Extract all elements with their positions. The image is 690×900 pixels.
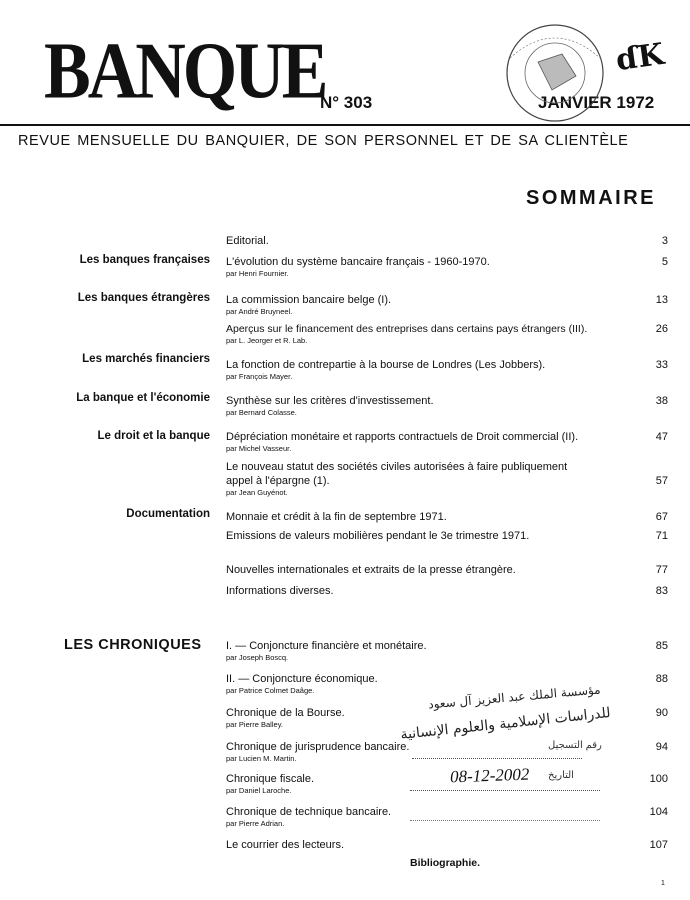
chronique-entry[interactable] xyxy=(226,772,668,796)
entry-author: par L. Jeorger et R. Lab. xyxy=(226,336,308,345)
entry-title: L'évolution du système bancaire français - 1960-1970. xyxy=(226,256,490,268)
entry-title: Nouvelles internationales et extraits de la presse étrangère. xyxy=(226,564,516,576)
date-label: التاريخ xyxy=(548,770,574,781)
entry-author: par Henri Fournier. xyxy=(226,269,289,278)
toc-entry[interactable] xyxy=(226,510,668,524)
entry-author: par Bernard Colasse. xyxy=(226,408,297,417)
toc-entry[interactable] xyxy=(226,563,668,577)
entry-title: La fonction de contrepartie à la bourse de Londres (Les Jobbers). xyxy=(226,359,546,371)
entry-author: par André Bruyneel. xyxy=(226,307,293,316)
entry-title: Editorial. xyxy=(226,235,269,247)
entry-page: 3 xyxy=(661,235,668,247)
entry-page: 104 xyxy=(649,806,668,818)
entry-author: par François Mayer. xyxy=(226,372,293,381)
toc-entry[interactable] xyxy=(226,529,668,543)
entry-page: 90 xyxy=(655,707,668,719)
entry-page: 26 xyxy=(655,323,668,335)
entry-author: par Pierre Balley. xyxy=(226,720,283,729)
issue-date: JANVIER 1972 xyxy=(538,93,655,112)
entry-page: 94 xyxy=(655,741,668,753)
entry-page: 5 xyxy=(661,256,668,268)
entry-title: Synthèse sur les critères d'investissement. xyxy=(226,395,434,407)
section-label: Les marchés financiers xyxy=(82,353,210,365)
entry-title: Chronique de la Bourse. xyxy=(226,707,345,719)
entry-title: Chronique de jurisprudence bancaire. xyxy=(226,741,410,753)
handwritten-note-1: مؤسسة الملك عبد العزيز آل سعود xyxy=(427,682,602,712)
entry-title: Aperçus sur le financement des entreprises dans certains pays étrangers (III). xyxy=(226,323,588,335)
chronique-entry[interactable] xyxy=(226,672,668,696)
section-label: La banque et l'économie xyxy=(76,392,210,404)
entry-page: 13 xyxy=(655,294,668,306)
entry-page: 77 xyxy=(655,564,668,576)
entry-title: Le nouveau statut des sociétés civiles autorisées à faire publiquement appel à l'épargne (1). xyxy=(226,461,568,487)
entry-author: par Michel Vasseur. xyxy=(226,444,292,453)
chronique-entry[interactable] xyxy=(226,838,668,852)
entry-title: Emissions de valeurs mobilières pendant le 3e trimestre 1971. xyxy=(226,530,530,542)
dotted-line xyxy=(410,820,600,821)
entry-title: Chronique de technique bancaire. xyxy=(226,806,392,818)
entry-title: Chronique fiscale. xyxy=(226,773,315,785)
entry-title: II. — Conjoncture économique. xyxy=(226,673,378,685)
issue-number: N° 303 xyxy=(320,93,373,112)
entry-page: 47 xyxy=(655,431,668,443)
chroniques-heading: LES CHRONIQUES xyxy=(64,637,202,653)
chronique-entry[interactable] xyxy=(226,805,668,829)
registration-label: رقم التسجيل xyxy=(548,740,602,751)
entry-title: Informations diverses. xyxy=(226,585,334,597)
masthead-title: BANQUE xyxy=(44,27,326,116)
handwritten-note-2: للدراسات الإسلامية والعلوم الإنسانية xyxy=(399,705,612,743)
handwritten-date: 08-12-2002 xyxy=(449,764,530,787)
entry-page: 88 xyxy=(655,673,668,685)
entry-author: par Joseph Boscq. xyxy=(226,653,289,662)
entry-page: 83 xyxy=(655,585,668,597)
entry-author: par Patrice Colmet Daâge. xyxy=(226,686,315,695)
bibliographie: Bibliographie. xyxy=(410,857,481,869)
toc-entry[interactable] xyxy=(226,322,668,346)
entry-author: par Daniel Laroche. xyxy=(226,786,292,795)
entry-page: 67 xyxy=(655,511,668,523)
entry-author: par Lucien M. Martin. xyxy=(226,754,297,763)
toc-entry[interactable] xyxy=(226,460,668,498)
toc-entry[interactable] xyxy=(226,293,668,317)
entry-page: 33 xyxy=(655,359,668,371)
toc-entry[interactable] xyxy=(226,430,668,454)
toc-entry[interactable] xyxy=(226,358,668,382)
toc-entry[interactable] xyxy=(226,255,668,279)
entry-author: par Pierre Adrian. xyxy=(226,819,285,828)
toc-entry[interactable] xyxy=(226,394,668,418)
entry-title: Le courrier des lecteurs. xyxy=(226,839,344,851)
entry-page: 100 xyxy=(649,773,668,785)
chronique-entry[interactable] xyxy=(226,639,668,663)
page-number: 1 xyxy=(661,880,665,887)
entry-page: 57 xyxy=(655,475,668,487)
entry-title: Monnaie et crédit à la fin de septembre 1971. xyxy=(226,511,447,523)
registration-line xyxy=(412,758,582,759)
toc-entry[interactable] xyxy=(226,234,668,248)
entry-page: 38 xyxy=(655,395,668,407)
entry-page: 107 xyxy=(649,839,668,851)
section-label: Les banques étrangères xyxy=(77,292,210,304)
sommaire-heading: SOMMAIRE xyxy=(526,187,656,209)
entry-author: par Jean Guyénot. xyxy=(226,488,288,497)
logo-mark: ɗK xyxy=(613,36,667,79)
subtitle: REVUE MENSUELLE DU BANQUIER, DE SON PERSONNEL ET DE SA CLIENTÈLE xyxy=(18,133,629,149)
library-stamp xyxy=(490,18,620,128)
section-label: Documentation xyxy=(126,508,210,520)
entry-title: Dépréciation monétaire et rapports contractuels de Droit commercial (II). xyxy=(226,431,579,443)
entry-page: 71 xyxy=(655,530,668,542)
entry-title: La commission bancaire belge (I). xyxy=(226,294,392,306)
section-label: Le droit et la banque xyxy=(97,430,210,442)
toc-entry[interactable] xyxy=(226,584,668,598)
entry-page: 85 xyxy=(655,640,668,652)
entry-title: I. — Conjoncture financière et monétaire. xyxy=(226,640,427,652)
section-label: Les banques françaises xyxy=(79,254,210,266)
date-line xyxy=(410,790,600,791)
